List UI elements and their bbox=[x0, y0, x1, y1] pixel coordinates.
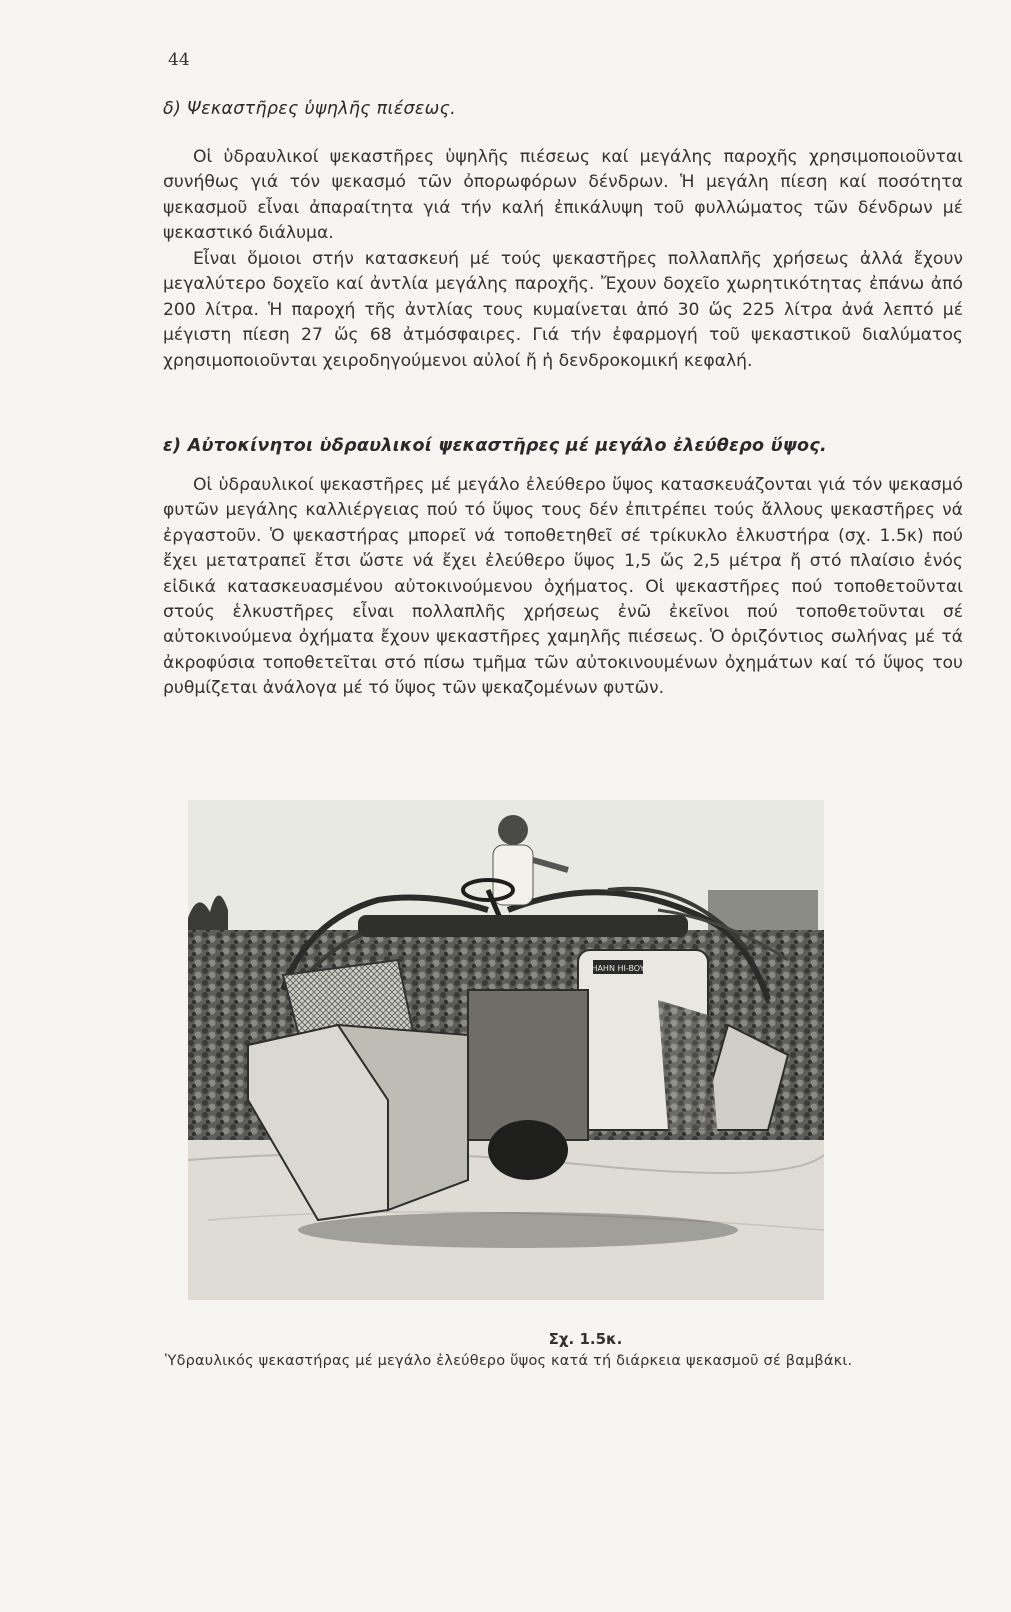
section-d-paragraph-2: Εἶναι ὅμοιοι στήν κατασκευή μέ τούς ψεκαστῆρες πολλαπλῆς χρήσεως ἀλλά ἔχουν μεγαλύτερο δοχεῖο καί ἀντλία μεγάλης παροχῆς. Ἔχουν δοχεῖο χωρητικότητας ἐπάνω ἀπό 200 λίτρα. Ἡ παροχή τῆς ἀντλίας τους κυμαίνεται ἀπό 30 ὥς 225 λίτρα ἀνά λεπτό μέ μέγιστη πίεση 27 ὥς 68 ἀτμόσφαιρες. Γιά τήν ἐφαρμογή τοῦ ψεκαστικοῦ διαλύματος χρησιμοποιοῦνται χειροδηγούμενοι αὐλοί ἤ ἡ δενδροκομική κεφαλή. bbox=[163, 249, 963, 371]
figure-label: Σχ. 1.5κ. bbox=[548, 1330, 623, 1348]
section-e-heading: ε) Αὐτοκίνητοι ὑδραυλικοί ψεκαστῆρες μέ μεγάλο ἐλεύθερο ὕψος. bbox=[163, 436, 827, 456]
sprayer-photo bbox=[188, 800, 824, 1612]
figure-sprayer bbox=[188, 800, 824, 1612]
figure-caption: Ὑδραυλικός ψεκαστήρας μέ μεγάλο ἐλεύθερο ὕψος κατά τή διάρκεια ψεκασμοῦ σέ βαμβάκι. bbox=[165, 1353, 853, 1369]
section-e-paragraph-1: Οἱ ὑδραυλικοί ψεκαστῆρες μέ μεγάλο ἐλεύθερο ὕψος κατασκευάζονται γιά τόν ψεκασμό φυτῶν μεγάλης καλλιέργειας πού τό ὕψος τους δέν ἐπιτρέπει τούς ἄλλους ψεκαστῆρες νά ἐργαστοῦν. Ὁ ψεκαστήρας μπορεῖ νά τοποθετηθεῖ σέ τρίκυκλο ἑλκυστήρα (σχ. 1.5κ) πού ἔχει μετατραπεῖ ἔτσι ὥστε νά ἔχει ἐλεύθερο ὕψος 1,5 ὥς 2,5 μέτρα ἤ στό πλαίσιο ἑνός εἰδικά κατασκευασμένου αὐτοκινούμενου ὀχήματος. Οἱ ψεκαστῆρες πού τοποθετοῦνται στούς ἑλκυστῆρες εἶναι πολλαπλῆς χρήσεως ἐνῶ ἐκεῖνοι πού τοποθετοῦνται σέ αὐτοκινούμενα ὀχήματα ἔχουν ψεκαστῆρες χαμηλῆς πιέσεως. Ὁ ὁριζόντιος σωλήνας μέ τά ἀκροφύσια τοποθετεῖται στό πίσω τμῆμα τῶν αὐτοκινουμένων ὀχημάτων καί τό ὕψος του ρυθμίζεται ἀνάλογα μέ τό ὕψος τῶν ψεκαζομένων φυτῶν. bbox=[163, 475, 963, 699]
section-d-paragraph-1: Οἱ ὑδραυλικοί ψεκαστῆρες ὑψηλῆς πιέσεως καί μεγάλης παροχῆς χρησιμοποιοῦνται συνήθως γιά τόν ψεκασμό τῶν ὀπορωφόρων δένδρων. Ἡ μεγάλη πίεση καί ποσότητα ψεκασμοῦ εἶναι ἀπαραίτητα γιά τήν καλή ἐπικάλυψη τοῦ φυλλώματος τῶν δένδρων μέ ψεκαστικό διάλυμα. bbox=[163, 147, 963, 244]
page-number: 44 bbox=[168, 50, 190, 70]
section-d-heading: δ) Ψεκαστῆρες ὑψηλῆς πιέσεως. bbox=[163, 99, 456, 119]
tank-text: HAHN HI-BOY bbox=[591, 964, 645, 973]
